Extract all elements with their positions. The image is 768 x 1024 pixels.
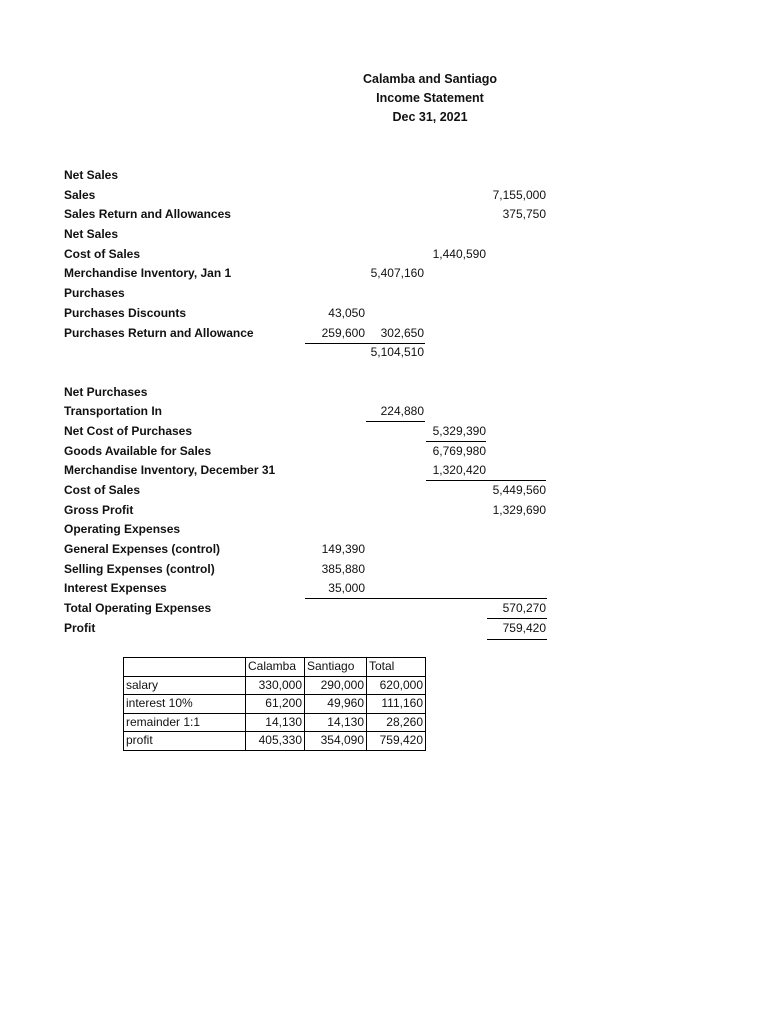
statement-title: Income Statement — [376, 91, 484, 105]
row-value: 570,270 — [502, 601, 546, 616]
table-cell: 759,420 — [367, 732, 426, 751]
row-label: Purchases — [64, 286, 125, 301]
row-purchases-returns — [64, 324, 554, 344]
row-value: 5,104,510 — [370, 345, 424, 360]
table-cell: 290,000 — [305, 676, 367, 695]
row-profit — [64, 619, 554, 639]
row-label: Transportation In — [64, 404, 163, 419]
row-goods-available — [64, 442, 554, 462]
row-label: profit — [124, 732, 246, 751]
row-purchases-discounts — [64, 304, 554, 324]
row-value: 43,050 — [328, 305, 365, 320]
row-value: 149,390 — [321, 542, 365, 557]
row-label: interest 10% — [124, 695, 246, 714]
table-row — [124, 676, 426, 695]
row-label: Purchases Return and Allowance — [64, 325, 254, 340]
row-label: Net Cost of Purchases — [64, 423, 193, 438]
row-label: Sales — [64, 187, 96, 202]
table-cell: 111,160 — [367, 695, 426, 714]
row-transportation-in — [64, 402, 554, 422]
row-label: Merchandise Inventory, December 31 — [64, 463, 276, 478]
row-value: 5,329,390 — [432, 423, 486, 438]
row-value: 1,440,590 — [432, 246, 486, 261]
row-sales — [64, 186, 554, 206]
row-label: Interest Expenses — [64, 581, 167, 596]
row-label: Purchases Discounts — [64, 305, 187, 320]
row-label: Total Operating Expenses — [64, 601, 212, 616]
row-net-purchases — [64, 383, 554, 403]
row-sales-returns — [64, 205, 554, 225]
row-label: Net Purchases — [64, 384, 148, 399]
row-value: 385,880 — [321, 561, 365, 576]
row-operating-expenses — [64, 520, 554, 540]
row-value: 35,000 — [328, 581, 365, 596]
row-label: General Expenses (control) — [64, 542, 221, 557]
row-net-cost-purchases — [64, 422, 554, 442]
row-label: Net Sales — [64, 168, 119, 182]
table-row — [124, 695, 426, 714]
row-label: Goods Available for Sales — [64, 443, 212, 458]
profit-distribution-table — [123, 657, 426, 751]
row-cost-of-sales-heading — [64, 245, 554, 265]
row-blank — [64, 363, 554, 383]
column-header: Total — [367, 658, 426, 677]
row-value: 5,407,160 — [370, 266, 424, 281]
company-name: Calamba and Santiago — [362, 72, 498, 86]
row-value: 5,449,560 — [492, 483, 546, 497]
row-merch-inv-jan — [64, 264, 554, 284]
table-cell: 330,000 — [246, 676, 305, 695]
row-label: Operating Expenses — [64, 522, 181, 537]
row-label: Selling Expenses (control) — [64, 561, 215, 576]
row-label: remainder 1:1 — [124, 713, 246, 732]
statement-header — [300, 70, 560, 127]
row-interest-expenses — [64, 579, 554, 599]
column-header: Santiago — [305, 658, 367, 677]
row-merch-inv-dec — [64, 461, 554, 481]
row-label: Sales Return and Allowances — [64, 207, 231, 222]
table-row — [124, 732, 426, 751]
underline-rule — [487, 639, 547, 640]
row-gross-profit — [64, 501, 554, 521]
row-value: 759,420 — [502, 620, 546, 635]
row-net-sales-heading — [64, 166, 554, 186]
row-label: Merchandise Inventory, Jan 1 — [64, 266, 232, 281]
row-selling-expenses — [64, 560, 554, 580]
row-net-sales — [64, 225, 554, 245]
row-label: Net Sales — [64, 227, 119, 242]
table-cell: 61,200 — [246, 695, 305, 714]
row-value: 1,329,690 — [492, 502, 546, 517]
table-cell: 405,330 — [246, 732, 305, 751]
table-cell: 14,130 — [305, 713, 367, 732]
row-value: 1,320,420 — [432, 463, 486, 478]
table-cell: 49,960 — [305, 695, 367, 714]
statement-date: Dec 31, 2021 — [392, 110, 468, 124]
table-cell: 354,090 — [305, 732, 367, 751]
table-cell: 28,260 — [367, 713, 426, 732]
row-label: Gross Profit — [64, 502, 134, 517]
row-total-operating — [64, 599, 554, 619]
row-value: 375,750 — [502, 207, 546, 222]
table-cell: 620,000 — [367, 676, 426, 695]
row-purchases-net — [64, 343, 554, 363]
row-value: 7,155,000 — [492, 187, 546, 202]
row-cost-of-sales — [64, 481, 554, 501]
row-value: 224,880 — [380, 404, 424, 419]
table-cell: 14,130 — [246, 713, 305, 732]
row-value: 259,600 — [321, 325, 365, 340]
row-label: Cost of Sales — [64, 246, 141, 261]
row-label: salary — [124, 676, 246, 695]
column-header: Calamba — [246, 658, 305, 677]
row-label: Profit — [64, 620, 96, 635]
row-general-expenses — [64, 540, 554, 560]
table-header-row — [124, 658, 426, 677]
row-value: 6,769,980 — [432, 443, 486, 458]
row-purchases — [64, 284, 554, 304]
row-total: 302,650 — [380, 325, 424, 340]
row-label: Cost of Sales — [64, 483, 141, 497]
table-row — [124, 713, 426, 732]
table-corner-cell — [124, 658, 246, 677]
income-statement — [64, 166, 554, 639]
